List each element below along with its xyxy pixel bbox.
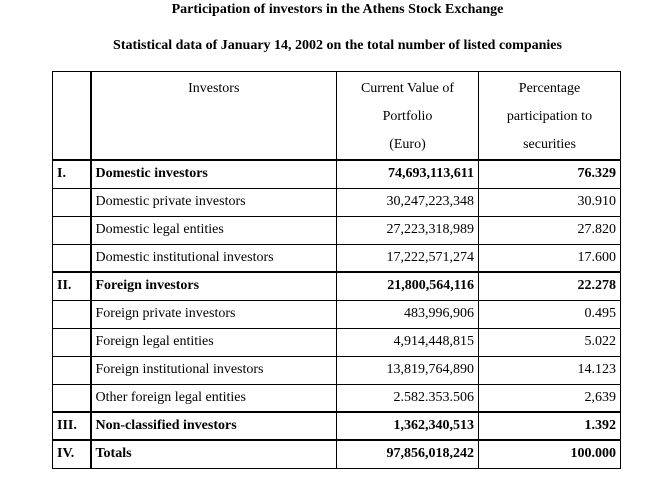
table-row bbox=[53, 328, 621, 356]
row-current-value: 13,819,764,890 bbox=[337, 356, 479, 384]
row-current-value: 17,222,571,274 bbox=[337, 244, 479, 272]
column-header-pct-line1: Percentage bbox=[518, 81, 581, 96]
row-current-value: 483,996,906 bbox=[337, 300, 479, 328]
row-percentage: 5.022 bbox=[479, 328, 621, 356]
row-number: I. bbox=[53, 160, 91, 188]
row-investor-name: Totals bbox=[91, 440, 337, 468]
row-investor-name: Other foreign legal entities bbox=[91, 384, 337, 412]
row-percentage: 1.392 bbox=[479, 412, 621, 440]
row-investor-name: Foreign institutional investors bbox=[91, 356, 337, 384]
row-percentage: 76.329 bbox=[479, 160, 621, 188]
row-investor-name: Domestic investors bbox=[91, 160, 337, 188]
row-number bbox=[53, 244, 91, 272]
row-investor-name: Foreign legal entities bbox=[91, 328, 337, 356]
table-row bbox=[53, 244, 621, 272]
table-header-row bbox=[53, 72, 621, 161]
document-title: Participation of investors in the Athens Stock Exchange bbox=[171, 2, 504, 17]
row-current-value: 4,914,448,815 bbox=[337, 328, 479, 356]
column-header-investors: Investors bbox=[188, 81, 240, 96]
table-row bbox=[53, 300, 621, 328]
column-header-value-line3: (Euro) bbox=[389, 137, 426, 152]
column-header-pct-line2: participation to bbox=[506, 109, 593, 124]
table-row bbox=[53, 160, 621, 188]
row-number: IV. bbox=[53, 440, 91, 468]
column-header-pct-line3: securities bbox=[523, 137, 576, 152]
header-cell-number bbox=[53, 72, 91, 161]
row-percentage: 22.278 bbox=[479, 272, 621, 300]
row-percentage: 17.600 bbox=[479, 244, 621, 272]
row-investor-name: Domestic institutional investors bbox=[91, 244, 337, 272]
row-current-value: 30,247,223,348 bbox=[337, 188, 479, 216]
row-percentage: 0.495 bbox=[479, 300, 621, 328]
column-header-value-line2: Portfolio bbox=[382, 109, 433, 124]
document-subtitle: Statistical data of January 14, 2002 on the total number of listed companies bbox=[113, 38, 562, 53]
row-number bbox=[53, 328, 91, 356]
row-current-value: 97,856,018,242 bbox=[337, 440, 479, 468]
header-cell-current-value bbox=[337, 72, 479, 161]
row-current-value: 2.582.353.506 bbox=[337, 384, 479, 412]
row-investor-name: Foreign private investors bbox=[91, 300, 337, 328]
row-current-value: 27,223,318,989 bbox=[337, 216, 479, 244]
header-cell-percentage bbox=[479, 72, 621, 161]
row-number bbox=[53, 356, 91, 384]
row-percentage: 27.820 bbox=[479, 216, 621, 244]
row-current-value: 74,693,113,611 bbox=[337, 160, 479, 188]
row-number bbox=[53, 300, 91, 328]
row-percentage: 2,639 bbox=[479, 384, 621, 412]
table-row bbox=[53, 216, 621, 244]
investors-table bbox=[52, 71, 621, 469]
row-investor-name: Domestic private investors bbox=[91, 188, 337, 216]
table-row bbox=[53, 188, 621, 216]
row-investor-name: Domestic legal entities bbox=[91, 216, 337, 244]
row-percentage: 30.910 bbox=[479, 188, 621, 216]
row-current-value: 1,362,340,513 bbox=[337, 412, 479, 440]
row-number bbox=[53, 216, 91, 244]
row-number: III. bbox=[53, 412, 91, 440]
row-investor-name: Non-classified investors bbox=[91, 412, 337, 440]
table-row bbox=[53, 272, 621, 300]
row-number bbox=[53, 384, 91, 412]
table-row bbox=[53, 356, 621, 384]
header-cell-investors bbox=[91, 72, 337, 161]
table-row bbox=[53, 384, 621, 412]
row-number: II. bbox=[53, 272, 91, 300]
column-header-value-line1: Current Value of bbox=[360, 81, 455, 96]
row-investor-name: Foreign investors bbox=[91, 272, 337, 300]
table-row bbox=[53, 440, 621, 468]
row-current-value: 21,800,564,116 bbox=[337, 272, 479, 300]
row-percentage: 100.000 bbox=[479, 440, 621, 468]
row-percentage: 14.123 bbox=[479, 356, 621, 384]
table-row bbox=[53, 412, 621, 440]
row-number bbox=[53, 188, 91, 216]
